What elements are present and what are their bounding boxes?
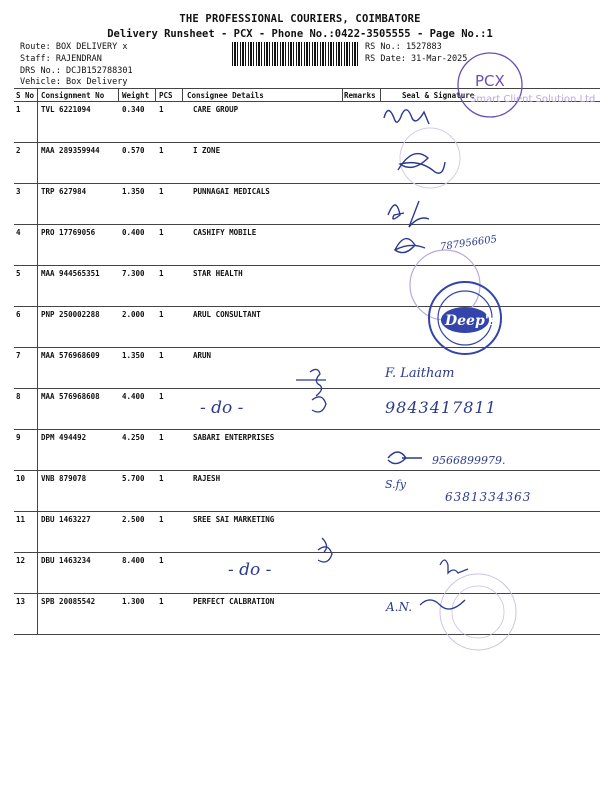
cell-consignment: TRP 627984 bbox=[41, 187, 87, 196]
cell-sno: 9 bbox=[16, 433, 21, 442]
cell-consignment: MAA 289359944 bbox=[41, 146, 100, 155]
ditto-circle-row8 bbox=[312, 397, 326, 412]
cell-weight: 1.350 bbox=[122, 187, 145, 196]
cell-weight: 2.500 bbox=[122, 515, 145, 524]
cell-sno: 2 bbox=[16, 146, 21, 155]
cell-pcs: 1 bbox=[159, 269, 164, 278]
cell-sno: 12 bbox=[16, 556, 26, 565]
cell-pcs: 1 bbox=[159, 392, 164, 401]
cell-pcs: 1 bbox=[159, 515, 164, 524]
runsheet-subtitle: Delivery Runsheet - PCX - Phone No.:0422-3505555 - Page No.:1 bbox=[107, 28, 493, 40]
deeps-stamp-text: Deep's bbox=[445, 313, 497, 329]
cell-sno: 10 bbox=[16, 474, 26, 483]
faint-stamp bbox=[440, 574, 516, 650]
handwritten-ditto-row8: - do - bbox=[200, 398, 244, 418]
cell-consignee: SREE SAI MARKETING bbox=[193, 515, 275, 524]
handwritten-phone-row9: 9566899979. bbox=[432, 454, 506, 467]
cell-consignee: STAR HEALTH bbox=[193, 269, 243, 278]
cell-consignee: CARE GROUP bbox=[193, 105, 239, 114]
faint-stamp bbox=[400, 128, 460, 188]
ditto-mark-row7 bbox=[296, 369, 326, 396]
cell-sno: 7 bbox=[16, 351, 21, 360]
handwritten-ditto-row12: - do - bbox=[228, 560, 272, 580]
handwritten-phone-row10: 6381334363 bbox=[445, 490, 532, 504]
cell-consignment: TVL 6221094 bbox=[41, 105, 91, 114]
handwritten-phone-row8: 9843417811 bbox=[385, 398, 497, 417]
vehicle-label: Vehicle: Box Delivery bbox=[20, 77, 128, 87]
cell-sno: 1 bbox=[16, 105, 21, 114]
cell-pcs: 1 bbox=[159, 433, 164, 442]
col-header-signature: Seal & Signature bbox=[402, 91, 475, 100]
cell-sno: 13 bbox=[16, 597, 26, 606]
cell-consignment: MAA 576968608 bbox=[41, 392, 100, 401]
cell-pcs: 1 bbox=[159, 474, 164, 483]
signature-row13 bbox=[420, 600, 465, 609]
cell-consignee: I ZONE bbox=[193, 146, 221, 155]
cell-consignment: PNP 250002288 bbox=[41, 310, 100, 319]
cell-pcs: 1 bbox=[159, 351, 164, 360]
cell-weight: 1.350 bbox=[122, 351, 145, 360]
cell-consignment: DBU 1463227 bbox=[41, 515, 91, 524]
handwritten-name-row7: F. Laitham bbox=[385, 366, 455, 381]
cell-weight: 4.250 bbox=[122, 433, 145, 442]
rs-number: RS No.: 1527883 bbox=[365, 42, 442, 52]
cell-consignee: ARUL CONSULTANT bbox=[193, 310, 261, 319]
cell-consignment: VNB 879078 bbox=[41, 474, 87, 483]
cell-consignee: SABARI ENTERPRISES bbox=[193, 433, 275, 442]
cell-sno: 3 bbox=[16, 187, 21, 196]
col-header-weight: Weight bbox=[122, 91, 150, 100]
cell-consignment: SPB 20085542 bbox=[41, 597, 96, 606]
ditto-circle-row12 bbox=[318, 538, 332, 562]
cell-weight: 0.400 bbox=[122, 228, 145, 237]
cell-consignment: PRO 17769056 bbox=[41, 228, 96, 237]
faint-stamp bbox=[452, 586, 504, 638]
cell-pcs: 1 bbox=[159, 105, 164, 114]
cell-weight: 4.400 bbox=[122, 392, 145, 401]
company-title: THE PROFESSIONAL COURIERS, COIMBATORE bbox=[179, 13, 421, 25]
cell-weight: 0.340 bbox=[122, 105, 145, 114]
cell-weight: 1.300 bbox=[122, 597, 145, 606]
cell-consignee: ARUN bbox=[193, 351, 212, 360]
cell-consignee: PERFECT CALBRATION bbox=[193, 597, 275, 606]
signature-row1 bbox=[384, 110, 429, 124]
col-header-remarks: Remarks bbox=[344, 91, 376, 100]
cell-weight: 8.400 bbox=[122, 556, 145, 565]
handwritten-name-row10: S.fy bbox=[385, 478, 406, 491]
cell-consignment: DPM 494492 bbox=[41, 433, 87, 442]
cell-pcs: 1 bbox=[159, 597, 164, 606]
cell-consignment: MAA 576968609 bbox=[41, 351, 100, 360]
cell-weight: 5.700 bbox=[122, 474, 145, 483]
signature-row2 bbox=[398, 154, 445, 174]
cell-pcs: 1 bbox=[159, 187, 164, 196]
cell-weight: 2.000 bbox=[122, 310, 145, 319]
cell-pcs: 1 bbox=[159, 310, 164, 319]
pcx-stamp-text: PCX bbox=[475, 72, 505, 90]
cell-sno: 11 bbox=[16, 515, 26, 524]
col-header-pcs: PCS bbox=[159, 91, 173, 100]
cell-weight: 7.300 bbox=[122, 269, 145, 278]
cell-pcs: 1 bbox=[159, 228, 164, 237]
cell-sno: 5 bbox=[16, 269, 21, 278]
handwritten-name-row13: A.N. bbox=[386, 600, 413, 614]
handwritten-phone-row4: 787956605 bbox=[439, 234, 498, 253]
cell-consignee: PUNNAGAI MEDICALS bbox=[193, 187, 270, 196]
cell-sno: 4 bbox=[16, 228, 21, 237]
cell-sno: 8 bbox=[16, 392, 21, 401]
rs-date: RS Date: 31-Mar-2025 bbox=[365, 54, 468, 64]
cell-consignee: CASHIFY MOBILE bbox=[193, 228, 257, 237]
cell-weight: 0.570 bbox=[122, 146, 145, 155]
col-header-sno: S No bbox=[16, 91, 35, 100]
pcx-stamp-tagline: Smart Client Solution Ltd bbox=[470, 94, 596, 105]
staff-label: Staff: RAJENDRAN bbox=[20, 54, 102, 64]
cell-consignment: DBU 1463234 bbox=[41, 556, 91, 565]
signature-row4 bbox=[395, 239, 425, 253]
cell-consignment: MAA 944565351 bbox=[41, 269, 100, 278]
cell-pcs: 1 bbox=[159, 556, 164, 565]
pcx-stamp bbox=[458, 53, 595, 117]
col-header-consignee: Consignee Details bbox=[187, 91, 264, 100]
cell-sno: 6 bbox=[16, 310, 21, 319]
signature-row9 bbox=[388, 452, 422, 464]
deeps-stamp bbox=[429, 282, 501, 354]
drs-number: DRS No.: DCJB152788301 bbox=[20, 66, 133, 76]
route-label: Route: BOX DELIVERY x bbox=[20, 42, 128, 52]
signature-row3 bbox=[388, 201, 429, 227]
cell-consignee: RAJESH bbox=[193, 474, 221, 483]
col-header-consignment: Consignment No bbox=[41, 91, 105, 100]
signature-row12 bbox=[440, 560, 468, 573]
cell-pcs: 1 bbox=[159, 146, 164, 155]
